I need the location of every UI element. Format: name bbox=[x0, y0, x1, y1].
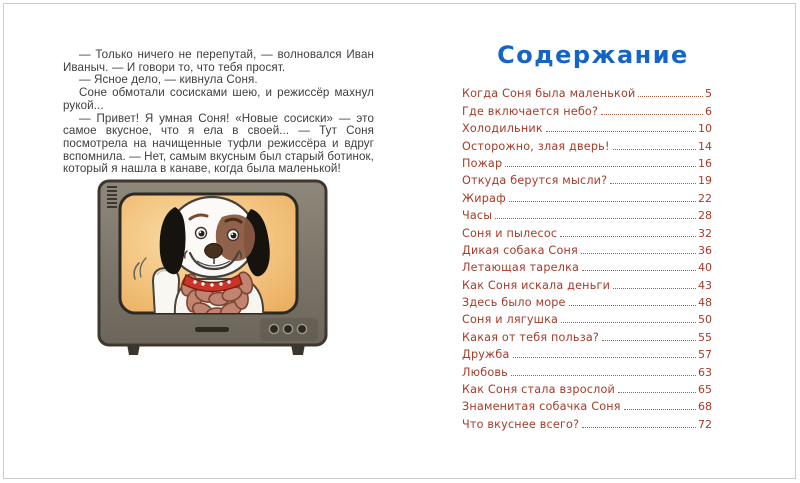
toc-entry-page: 40 bbox=[698, 261, 712, 275]
right-page bbox=[462, 41, 712, 431]
toc-entry-page: 22 bbox=[698, 191, 712, 205]
story-text bbox=[63, 49, 374, 176]
toc-entry bbox=[462, 361, 712, 378]
toc-leader-dots bbox=[505, 166, 696, 167]
tv-dog-svg bbox=[95, 177, 330, 362]
toc-entry-label: Как Соня искала деньги bbox=[462, 278, 611, 292]
toc-entry-page: 43 bbox=[698, 278, 712, 292]
toc-leader-dots bbox=[509, 201, 696, 202]
toc-entry-label: Часы bbox=[462, 209, 493, 223]
toc-leader-dots bbox=[602, 340, 696, 341]
toc-leader-dots bbox=[582, 270, 696, 271]
toc-entry-label: Любовь bbox=[462, 365, 508, 379]
toc-entry-page: 5 bbox=[705, 87, 712, 101]
toc-entry-label: Соня и пылесос bbox=[462, 226, 558, 240]
toc-entry-page: 63 bbox=[698, 365, 712, 379]
toc-entry bbox=[462, 187, 712, 204]
toc-entry bbox=[462, 257, 712, 274]
toc-leader-dots bbox=[610, 183, 696, 184]
toc-entry bbox=[462, 222, 712, 239]
toc-title: Содержание bbox=[497, 41, 689, 69]
toc-entry-page: 48 bbox=[698, 296, 712, 310]
toc-entry bbox=[462, 379, 712, 396]
toc-leader-dots bbox=[613, 149, 696, 150]
toc-entry-page: 65 bbox=[698, 383, 712, 397]
toc-leader-dots bbox=[582, 427, 696, 428]
toc-entry-label: Здесь было море bbox=[462, 296, 566, 310]
story-paragraph: — Привет! Я умная Соня! «Новые сосиски» — это самое вкусное, что я ела в своей... — Тут Соня посмотрела на начищенные туфли режиссёра и вдруг вспомнила. — Нет, самым вкусным был старый ботинок, который я нашла в канаве, когда была маленькой! bbox=[63, 111, 374, 176]
toc-entry-page: 36 bbox=[698, 243, 712, 257]
toc-entry-page: 50 bbox=[698, 313, 712, 327]
toc-entry bbox=[462, 170, 712, 187]
toc-leader-dots bbox=[638, 96, 703, 97]
story-paragraph: Соне обмотали сосисками шею, и режиссёр махнул рукой... bbox=[63, 86, 374, 112]
toc-entry bbox=[462, 396, 712, 413]
toc-leader-dots bbox=[613, 288, 696, 289]
toc-leader-dots bbox=[546, 131, 696, 132]
tv-knobs bbox=[269, 324, 306, 333]
toc-entry bbox=[462, 83, 712, 100]
toc-entry-label: Летающая тарелка bbox=[462, 261, 580, 275]
toc-entry bbox=[462, 413, 712, 430]
toc-leader-dots bbox=[511, 375, 696, 376]
toc-list bbox=[462, 83, 712, 431]
toc-entry bbox=[462, 240, 712, 257]
toc-entry-label: Когда Соня была маленькой bbox=[462, 87, 636, 101]
toc-leader-dots bbox=[560, 236, 696, 237]
toc-entry-label: Соня и лягушка bbox=[462, 313, 559, 327]
toc-entry-label: Откуда берутся мысли? bbox=[462, 174, 608, 188]
toc-entry bbox=[462, 135, 712, 152]
toc-leader-dots bbox=[495, 218, 696, 219]
story-paragraph: — Ясное дело, — кивнула Соня. bbox=[79, 73, 258, 87]
toc-entry bbox=[462, 309, 712, 326]
toc-entry-label: Какая от тебя польза? bbox=[462, 330, 600, 344]
toc-entry bbox=[462, 118, 712, 135]
toc-entry-label: Где включается небо? bbox=[462, 104, 599, 118]
toc-entry-label: Как Соня стала взрослой bbox=[462, 383, 615, 397]
toc-entry-label: Жираф bbox=[462, 191, 506, 205]
toc-entry-page: 32 bbox=[698, 226, 712, 240]
toc-entry-label: Холодильник bbox=[462, 122, 543, 136]
toc-entry bbox=[462, 205, 712, 222]
toc-entry-label: Осторожно, злая дверь! bbox=[462, 139, 610, 153]
toc-entry-label: Что вкуснее всего? bbox=[462, 417, 580, 431]
toc-entry bbox=[462, 100, 712, 117]
toc-entry-page: 55 bbox=[698, 330, 712, 344]
toc-leader-dots bbox=[618, 392, 696, 393]
toc-entry-page: 19 bbox=[698, 174, 712, 188]
toc-leader-dots bbox=[513, 357, 697, 358]
toc-entry-label: Пожар bbox=[462, 156, 503, 170]
tv-slot bbox=[195, 327, 229, 332]
toc-entry-page: 68 bbox=[698, 400, 712, 414]
dog-nose bbox=[205, 244, 223, 259]
toc-entry-page: 10 bbox=[698, 122, 712, 136]
toc-entry-label: Дружба bbox=[462, 348, 510, 362]
toc-entry-page: 16 bbox=[698, 156, 712, 170]
toc-leader-dots bbox=[601, 114, 703, 115]
toc-entry bbox=[462, 344, 712, 361]
toc-entry-page: 72 bbox=[698, 417, 712, 431]
toc-entry-page: 28 bbox=[698, 209, 712, 223]
toc-entry bbox=[462, 292, 712, 309]
toc-leader-dots bbox=[561, 322, 696, 323]
toc-entry-label: Знаменитая собачка Соня bbox=[462, 400, 621, 414]
toc-entry bbox=[462, 153, 712, 170]
toc-entry-page: 57 bbox=[698, 348, 712, 362]
tv-dog-illustration bbox=[95, 177, 330, 362]
toc-leader-dots bbox=[581, 253, 696, 254]
toc-entry-label: Дикая собака Соня bbox=[462, 243, 578, 257]
toc-entry bbox=[462, 326, 712, 343]
toc-entry-page: 6 bbox=[705, 104, 712, 118]
toc-leader-dots bbox=[624, 409, 696, 410]
toc-entry bbox=[462, 274, 712, 291]
story-paragraph: — Только ничего не перепутай, — волновался Иван Иваныч. — И говори то, что тебя просят. bbox=[63, 48, 374, 74]
toc-entry-page: 14 bbox=[698, 139, 712, 153]
toc-leader-dots bbox=[569, 305, 696, 306]
